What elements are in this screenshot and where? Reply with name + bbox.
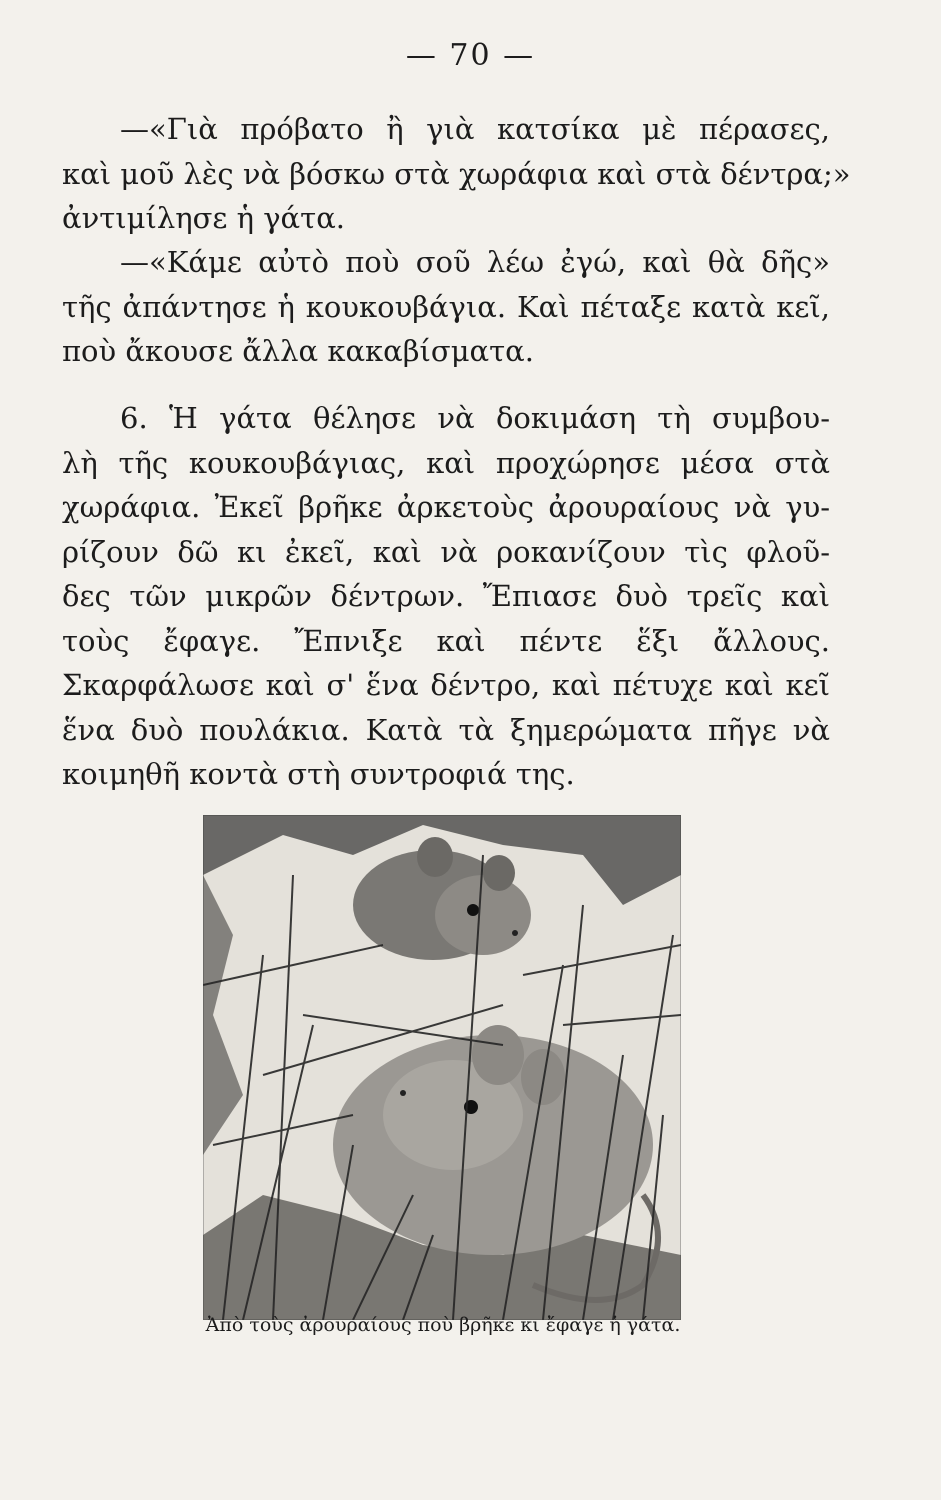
page-number: — 70 — [405, 38, 536, 73]
paragraph-2 [62, 240, 830, 374]
text-line: δες τῶν μικρῶν δέντρων. Ἔπιασε δυὸ τρεῖς καὶ [62, 579, 830, 613]
text-line: ρίζουν δῶ κι ἐκεῖ, καὶ νὰ ροκανίζουν τὶς φλοῦ- [62, 534, 830, 569]
text-line: χωράφια. Ἐκεῖ βρῆκε ἀρκετοὺς ἀρουραίους νὰ γυ- [62, 490, 830, 524]
text-line: λὴ τῆς κουκουβάγιας, καὶ προχώρησε μέσα στὰ [62, 445, 830, 480]
field-mice-engraving [203, 815, 681, 1320]
text-line: καὶ μοῦ λὲς νὰ βόσκω στὰ χωράφια καὶ στὰ δέντρα;» [62, 156, 851, 191]
paragraph-1 [62, 107, 851, 241]
paragraph-3 [62, 396, 830, 797]
text-line: —«Γιὰ πρόβατο ἢ γιὰ κατσίκα μὲ πέρασες, [120, 112, 830, 146]
text-line: τῆς ἀπάντησε ἡ κουκουβάγια. Καὶ πέταξε κατὰ κεῖ, [62, 289, 830, 324]
text-line: —«Κάμε αὐτὸ ποὺ σοῦ λέω ἐγώ, καὶ θὰ δῆς» [120, 245, 830, 279]
text-line: ποὺ ἄκουσε ἄλλα κακαβίσματα. [62, 334, 534, 368]
text-line: 6. Ἡ γάτα θέλησε νὰ δοκιμάση τὴ συμβου- [120, 401, 830, 435]
text-line: κοιμηθῆ κοντὰ στὴ συντροφιά της. [62, 757, 575, 791]
text-line: τοὺς ἔφαγε. Ἔπνιξε καὶ πέντε ἕξι ἄλλους. [62, 623, 830, 658]
text-line: Σκαρφάλωσε καὶ σ' ἕνα δέντρο, καὶ πέτυχε καὶ κεῖ [62, 668, 830, 702]
illustration-caption: Ἀπὸ τοὺς ἀρουραίους ποὺ βρῆκε κι ἔφαγε ἡ γάτα. [205, 1314, 681, 1336]
text-line: ἀντιμίλησε ἡ γάτα. [62, 201, 345, 235]
text-line: ἕνα δυὸ πουλάκια. Κατὰ τὰ ξημερώματα πῆγε νὰ [62, 712, 830, 747]
